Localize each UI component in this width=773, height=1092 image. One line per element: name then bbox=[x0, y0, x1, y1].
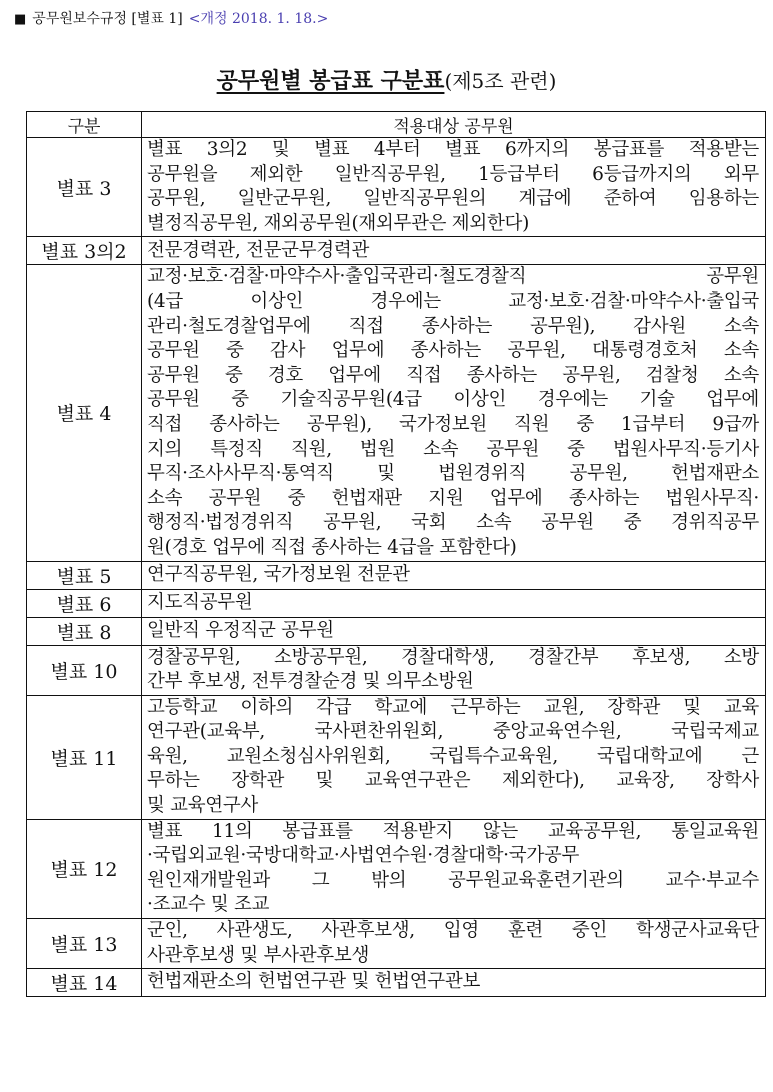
target-line: 행정직·법정경위직 공무원, 국회 소속 공무원 중 경위직공무 bbox=[147, 512, 759, 534]
target-line: 직접 종사하는 공무원), 국가정보원 직원 중 1급부터 9급까 bbox=[147, 413, 759, 435]
row-category: 별표 12 bbox=[27, 819, 142, 918]
target-line: 원인재개발원과 그 밖의 공무원교육훈련기관의 교수·부교수 bbox=[147, 869, 759, 891]
row-target bbox=[142, 969, 766, 997]
square-bullet-icon: ■ bbox=[14, 12, 27, 27]
row-category: 별표 4 bbox=[27, 265, 142, 561]
target-line: 고등학교 이하의 각급 학교에 근무하는 교원, 장학관 및 교육 bbox=[147, 696, 759, 718]
target-line: ·조교수 및 조교 bbox=[147, 894, 270, 916]
table-row bbox=[27, 589, 766, 617]
row-category: 별표 3의2 bbox=[27, 237, 142, 265]
row-target bbox=[142, 138, 766, 237]
table-header-row bbox=[27, 112, 766, 138]
row-category: 별표 5 bbox=[27, 561, 142, 589]
row-category: 별표 6 bbox=[27, 589, 142, 617]
target-line: 군인, 사관생도, 사관후보생, 입영 훈련 중인 학생군사교육단 bbox=[147, 920, 759, 942]
table-row bbox=[27, 138, 766, 237]
row-target bbox=[142, 237, 766, 265]
table-row bbox=[27, 919, 766, 969]
page-title bbox=[0, 64, 773, 95]
table-row bbox=[27, 237, 766, 265]
document-header bbox=[14, 8, 328, 28]
target-line: 헌법재판소의 헌법연구관 및 헌법연구관보 bbox=[147, 971, 481, 993]
target-line: 연구직공무원, 국가정보원 전문관 bbox=[147, 563, 410, 585]
amendment-date: <개정 2018. 1. 18.> bbox=[188, 11, 329, 27]
classification-table bbox=[26, 111, 766, 997]
header-target: 적용대상 공무원 bbox=[142, 112, 766, 138]
row-target bbox=[142, 819, 766, 918]
target-line: 공무원, 일반군무원, 일반직공무원의 계급에 준하여 임용하는 bbox=[147, 188, 759, 210]
target-line: (4급 이상인 경우에는 교정·보호·검찰·마약수사·출입국 bbox=[147, 290, 759, 312]
target-line: ·국립외교원·국방대학교·사법연수원·경찰대학·국가공무 bbox=[147, 845, 580, 867]
row-category: 별표 11 bbox=[27, 695, 142, 819]
table-row bbox=[27, 561, 766, 589]
target-line: 교정·보호·검찰·마약수사·출입국관리·철도경찰직 공무원 bbox=[147, 266, 759, 288]
target-line: 및 교육연구사 bbox=[147, 795, 259, 817]
target-line: 지의 특정직 직원, 법원 소속 공무원 중 법원사무직·등기사 bbox=[147, 438, 759, 460]
row-category: 별표 10 bbox=[27, 645, 142, 695]
target-line: 간부 후보생, 전투경찰순경 및 의무소방원 bbox=[147, 671, 474, 693]
row-target bbox=[142, 645, 766, 695]
target-line: 공무원 중 감사 업무에 종사하는 공무원, 대통령경호처 소속 bbox=[147, 340, 759, 362]
target-line: 별표 3의2 및 별표 4부터 별표 6까지의 봉급표를 적용받는 bbox=[147, 139, 759, 160]
table-row bbox=[27, 617, 766, 645]
table-row bbox=[27, 265, 766, 561]
target-line: 육원, 교원소청심사위원회, 국립특수교육원, 국립대학교에 근 bbox=[147, 745, 759, 767]
table-row bbox=[27, 819, 766, 918]
row-target bbox=[142, 561, 766, 589]
target-line: 별정직공무원, 재외공무원(재외무관은 제외한다) bbox=[147, 212, 529, 234]
table-row bbox=[27, 969, 766, 997]
target-line: 관리·철도경찰업무에 직접 종사하는 공무원), 감사원 소속 bbox=[147, 315, 759, 337]
row-target bbox=[142, 617, 766, 645]
regulation-reference: 공무원보수규정 [별표 1] bbox=[32, 11, 183, 27]
target-line: 무하는 장학관 및 교육연구관은 제외한다), 교육장, 장학사 bbox=[147, 770, 759, 792]
row-category: 별표 13 bbox=[27, 919, 142, 969]
target-line: 일반직 우정직군 공무원 bbox=[147, 619, 334, 641]
target-line: 소속 공무원 중 헌법재판 지원 업무에 종사하는 법원사무직· bbox=[147, 487, 759, 509]
title-sub: (제5조 관련) bbox=[444, 69, 557, 93]
target-line: 원(경호 업무에 직접 종사하는 4급을 포함한다) bbox=[147, 536, 517, 558]
target-line: 전문경력관, 전문군무경력관 bbox=[147, 239, 370, 261]
title-main: 공무원별 봉급표 구분표 bbox=[216, 69, 445, 94]
target-line: 연구관(교육부, 국사편찬위원회, 중앙교육연수원, 국립국제교 bbox=[147, 721, 759, 743]
target-line: 지도직공무원 bbox=[147, 591, 253, 613]
row-category: 별표 14 bbox=[27, 969, 142, 997]
row-target bbox=[142, 695, 766, 819]
target-line: 공무원을 제외한 일반직공무원, 1등급부터 6등급까지의 외무 bbox=[147, 163, 759, 185]
row-category: 별표 3 bbox=[27, 138, 142, 237]
target-line: 공무원 중 경호 업무에 직접 종사하는 공무원, 검찰청 소속 bbox=[147, 364, 759, 386]
table-row bbox=[27, 645, 766, 695]
target-line: 공무원 중 기술직공무원(4급 이상인 경우에는 기술 업무에 bbox=[147, 389, 759, 411]
table-row bbox=[27, 695, 766, 819]
row-category: 별표 8 bbox=[27, 617, 142, 645]
target-line: 별표 11의 봉급표를 적용받지 않는 교육공무원, 통일교육원 bbox=[147, 820, 759, 842]
header-category: 구분 bbox=[27, 112, 142, 138]
target-line: 경찰공무원, 소방공무원, 경찰대학생, 경찰간부 후보생, 소방 bbox=[147, 646, 759, 668]
row-target bbox=[142, 589, 766, 617]
row-target bbox=[142, 919, 766, 969]
target-line: 사관후보생 및 부사관후보생 bbox=[147, 944, 370, 966]
target-line: 무직·조사사무직·통역직 및 법원경위직 공무원, 헌법재판소 bbox=[147, 463, 759, 485]
row-target bbox=[142, 265, 766, 561]
